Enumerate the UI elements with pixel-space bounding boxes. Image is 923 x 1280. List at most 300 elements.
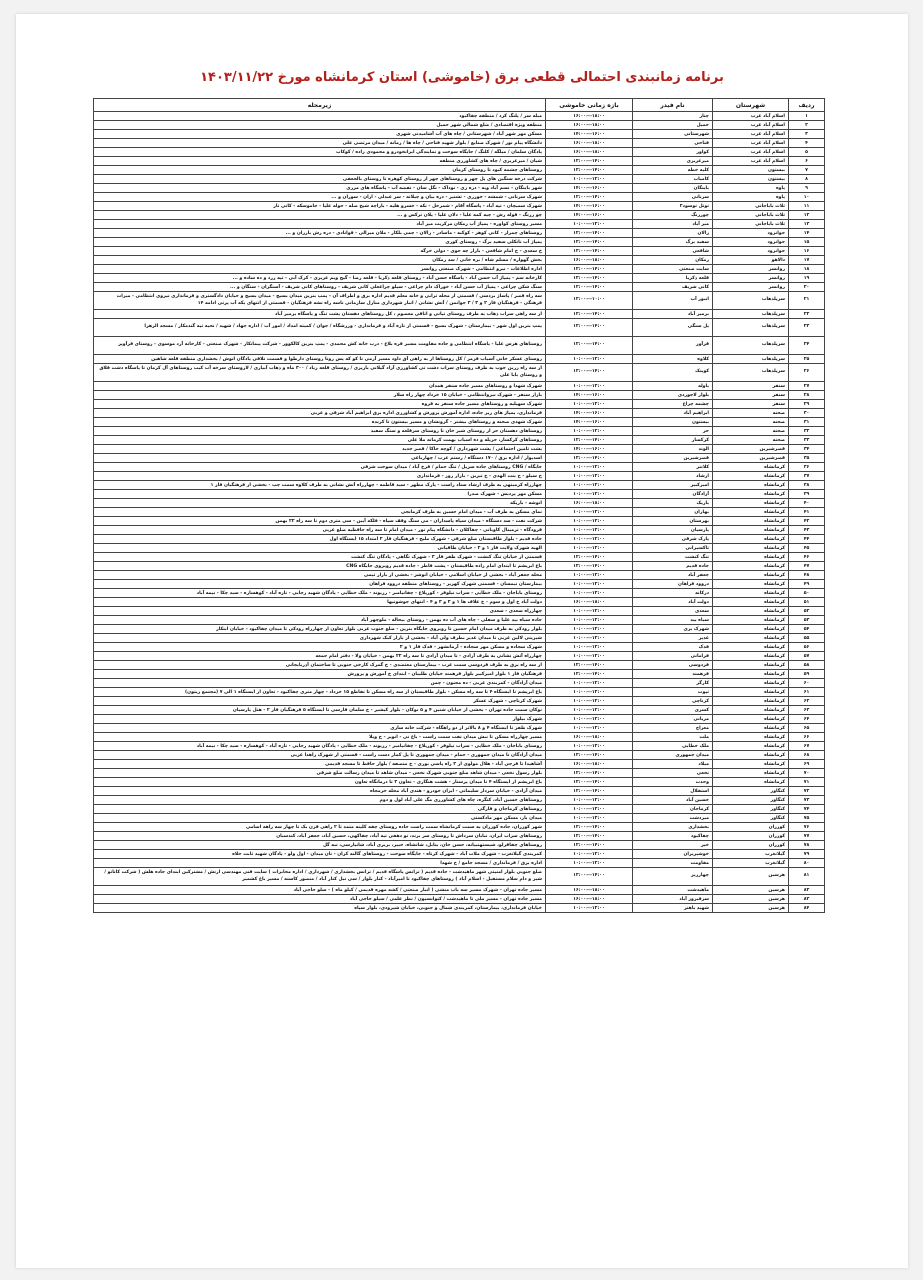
county-cell: کرمانشاه [713,616,789,625]
neighborhood-cell: شهرک سمیچان - تپه آباد - پاسگاه آقام - شمرخل - نکه - خسرو هلیه - بازاچه شیخ صله - حوله علیا - جاموسکه - کانی تار [94,202,546,211]
neighborhood-cell: آشاهیدا تا فرجی آباد - هلال مولوی از ۳ راه پاسی بوری - خ منصفه / بلوار حافظ تا مسجد قدیمی [94,760,546,769]
neighborhood-cell: شهرک سرنانی - شمشه - جوزری - تشتیر - دره بیان و چیلانه - سر عبدلی - ازان - سوران و ... [94,193,546,202]
header-row-number: ردیف [789,99,825,112]
row-number: ۵۷ [789,652,825,661]
time-window-cell: ۱۲:۰۰---۱۰:۰۰ [546,688,633,697]
neighborhood-cell: شهرک سجاده و مسکن مهر سجاده - آرمانشهر - فدک فاز ۱ و ۲ [94,643,546,652]
table-row [94,193,825,202]
feeder-cell: کامیاب [633,175,713,184]
feeder-cell: بلوار لاجوردی [633,391,713,400]
neighborhood-cell: روستاهای کرماجان و فارگی [94,805,546,814]
neighborhood-cell: چهارراه آتش نشانی به طرف آزادی - تا میدان آزادی تا سه راه ۲۲ بهمن - خیابان ولا - دفتر امام جمعه [94,652,546,661]
time-window-cell: ۱۲:۰۰---۱۰:۰۰ [546,535,633,544]
time-window-cell: ۱۴:۰۰---۱۲:۰۰ [546,553,633,562]
feeder-cell: تاکسیرانی [633,544,713,553]
table-row [94,436,825,445]
feeder-cell: پارسیان [633,526,713,535]
time-window-cell: ۱۴:۰۰---۱۲:۰۰ [546,166,633,175]
time-window-cell: ۱۲:۰۰---۱۰:۰۰ [546,805,633,814]
time-window-cell: ۱۴:۰۰---۱۲:۰۰ [546,841,633,850]
time-window-cell: ۱۲:۰۰---۱۰:۰۰ [546,220,633,229]
row-number: ۱۴ [789,229,825,238]
feeder-cell: بیستون [633,418,713,427]
neighborhood-cell: میدان بار، مسکن مهر مادکستی [94,814,546,823]
row-number: ۷۴ [789,805,825,814]
row-number: ۲۱ [789,292,825,310]
header-feeder: نام فیدر [633,99,713,112]
feeder-cell: کواور [633,148,713,157]
feeder-cell: دروود فراهان [633,580,713,589]
feeder-cell: باوله [633,382,713,391]
feeder-cell: سرنانی [633,193,713,202]
feeder-cell: باینگان [633,184,713,193]
feeder-cell: سفید برگ [633,238,713,247]
neighborhood-cell: قسمتی از خیابان تنگ کنشت - شهرک ظفر فاز ۳ - شهرک نگاهی - پادگان تنگ کنشت [94,553,546,562]
outage-schedule-table [93,98,825,913]
neighborhood-cell: روستاهای سراب ایران، نبابان سرداش تا روستای سر برند، نو دهفی تپه آباد، چقاکهی، حسین آباد، جعفر آباد، کندسبان [94,832,546,841]
row-number: ۶۵ [789,724,825,733]
neighborhood-cell: شهر کوزران، جاده کوزران به سمت کرمانشاه سمت راست جاده روستای چقه کلینه متمد تا ۲ راهی قرن بک تا چهار سه راهه اسامی [94,823,546,832]
neighborhood-cell: باغ ابریشم تا ایستگاه ۴ تا سه راه مسکن - بلوار طاقبستان از سه راه مسکن تا تقاطع ۱۵ خرداد - چهار متری چقاکبود - تعاون از ایستگاه ۱ الی ۷ (مجتمع زیتون) [94,688,546,697]
time-window-cell: ۱۲:۰۰---۱۰:۰۰ [546,697,633,706]
county-cell: کرمانشاه [713,742,789,751]
neighborhood-cell: کمربندی گیلانغرب - شهرک ملات آباد - شهرک کرتاه - جایگاه سوخت - روستاهای گالنه کران - نان میدان - اول ولو - پادگان شهید ثابت خلاه [94,850,546,859]
row-number: ۴۳ [789,526,825,535]
table-row [94,823,825,832]
row-number: ۵۶ [789,643,825,652]
county-cell: کرمانشاه [713,607,789,616]
table-row [94,886,825,895]
row-number: ۶۷ [789,742,825,751]
table-row [94,238,825,247]
county-cell: صحنه [713,436,789,445]
row-number: ۳۵ [789,454,825,463]
table-row [94,670,825,679]
feeder-cell: پل سنگی [633,319,713,337]
county-cell: اسلام آباد غرب [713,112,789,121]
neighborhood-cell: فرودگاه - ترمینال کاوبانی - چقاکلان - دانشگاه پیام نور - میدان امام تا سه راه حافظیه ضلع غربی [94,526,546,535]
time-window-cell: ۱۲:۰۰---۱۰:۰۰ [546,355,633,364]
table-row [94,184,825,193]
feeder-cell: درکانه [633,589,713,598]
table-row [94,526,825,535]
row-number: ۶۰ [789,679,825,688]
table-row [94,229,825,238]
row-number: ۶۱ [789,688,825,697]
neighborhood-cell: خ سعدی - خ امام شافعی - بازار چه جوی - دولی خرگه [94,247,546,256]
feeder-cell: دولت آباد [633,598,713,607]
row-number: ۸۰ [789,859,825,868]
county-cell: سرپلذهاب [713,355,789,364]
time-window-cell: ۱۴:۰۰---۱۲:۰۰ [546,319,633,337]
row-number: ۵۹ [789,670,825,679]
header-neighborhood: زیرمحله [94,99,546,112]
row-number: ۲۴ [789,337,825,355]
county-cell: کرمانشاه [713,679,789,688]
row-number: ۳۱ [789,418,825,427]
row-number: ۲۲ [789,310,825,319]
neighborhood-cell: مسکن مهر پردیس - شهرک صدرا [94,490,546,499]
neighborhood-cell: جایگاه / CNG روستاهای جاده سرپل / تنگ حمام / فرخ آباد / میدان سوخت شرقی [94,463,546,472]
table-row [94,112,825,121]
row-number: ۱۰ [789,193,825,202]
header-county: شهرستان [713,99,789,112]
neighborhood-cell: سنگ شکن چراغی - پمپاژ آب حسن آباد - خوراک دام چراغی - سیلو چراغعلی کانی شریف - روستاهای کانی شریف - آسنگران - سنگان و ... [94,283,546,292]
table-row [94,319,825,337]
county-cell: هرسین [713,886,789,895]
feeder-cell: ملت [633,733,713,742]
feeder-cell: کرناچی [633,697,713,706]
table-row [94,778,825,787]
neighborhood-cell: خیابان فرمانداری، بیمارستان، کمربندی شمال و جنوبی، خیابان شیرودی، بلوار سپاه [94,904,546,913]
row-number: ۲۸ [789,391,825,400]
county-cell: قصرشیرین [713,445,789,454]
feeder-cell: بهرستان [633,517,713,526]
feeder-cell: میدان جمهوری [633,751,713,760]
row-number: ۶۸ [789,751,825,760]
county-cell: کرمانشاه [713,688,789,697]
neighborhood-cell: مسیر چهارراه مسکن تا نبش میدان نفت سمت راست - باغ نی - انوبر - خ ویلا [94,733,546,742]
row-number: ۷۸ [789,841,825,850]
county-cell: بیستون [713,175,789,184]
table-row [94,589,825,598]
table-row [94,598,825,607]
county-cell: سنقر [713,400,789,409]
county-cell: کوزران [713,832,789,841]
row-number: ۵۴ [789,625,825,634]
county-cell: صحنه [713,418,789,427]
time-window-cell: ۱۴:۰۰---۱۲:۰۰ [546,832,633,841]
feeder-cell: چقاکبود [633,832,713,841]
table-row [94,391,825,400]
county-cell: کرمانشاه [713,706,789,715]
county-cell: اسلام آباد غرب [713,130,789,139]
table-row [94,427,825,436]
neighborhood-cell: پشت تامین اجتماعی / پشت شهرداری / کوچه خاکا / قصر جدید [94,445,546,454]
neighborhood-cell: پمپاژ آب نانکلی سفید برگ - روستای کوری [94,238,546,247]
feeder-cell: میلاد [633,760,713,769]
table-row [94,265,825,274]
table-row [94,508,825,517]
time-window-cell: ۱۴:۰۰---۱۲:۰۰ [546,823,633,832]
county-cell: پاوه [713,184,789,193]
feeder-cell: فدک [633,643,713,652]
time-window-cell: ۱۲:۰۰---۱۰:۰۰ [546,814,633,823]
row-number: ۶۲ [789,697,825,706]
feeder-cell: بخشداری [633,823,713,832]
table-row [94,733,825,742]
time-window-cell: ۱۶:۰۰---۱۴:۰۰ [546,418,633,427]
feeder-cell: سایت صنعتی [633,265,713,274]
row-number: ۴ [789,139,825,148]
neighborhood-cell: شهرک کرناچی - شهرک عسکر [94,697,546,706]
county-cell: کرمانشاه [713,661,789,670]
neighborhood-cell: از سه راه برق به طرف فردوسی سمت غرب - بیمارستان معتضدی - خ گمرک کارخی جنوبی تا ساختمان آذربایجانی [94,661,546,670]
feeder-cell: استقلال [633,787,713,796]
feeder-cell: شافعی [633,247,713,256]
row-number: ۵۸ [789,661,825,670]
feeder-cell: چورزنگ [633,211,713,220]
neighborhood-cell: شهرک شهدی صحنه و روستاهای بیشتر - گرونشان و مسیر بیستون تا کرنده [94,418,546,427]
feeder-cell: تنگ کنشت [633,553,713,562]
table-row [94,805,825,814]
feeder-cell: انبور آب [633,292,713,310]
row-number: ۴۹ [789,580,825,589]
table-row [94,337,825,355]
county-cell: کرمانشاه [713,697,789,706]
feeder-cell: شهید باهنر [633,904,713,913]
time-window-cell: ۱۲:۰۰---۱۰:۰۰ [546,742,633,751]
feeder-cell: امیرکبیر [633,481,713,490]
time-window-cell: ۱۲:۰۰---۱۰:۰۰ [546,634,633,643]
time-window-cell: ۱۲:۰۰---۱۰:۰۰ [546,715,633,724]
row-number: ۱۵ [789,238,825,247]
county-cell: ثلاث باباجانی [713,211,789,220]
time-window-cell: ۱۲:۰۰---۱۰:۰۰ [546,616,633,625]
county-cell: کرمانشاه [713,508,789,517]
feeder-cell: باریک [633,499,713,508]
neighborhood-cell: پادگان سلمان / میلگه / کلنگ / جایگاه سوخت و نمایندگی ایرانخودرو و محمودی زاده / کوکاب [94,148,546,157]
table-row [94,706,825,715]
county-cell: کرمانشاه [713,535,789,544]
table-row [94,553,825,562]
table-row [94,868,825,886]
row-number: ۳۰ [789,409,825,418]
time-window-cell: ۱۲:۰۰---۱۰:۰۰ [546,571,633,580]
county-cell: هرسین [713,895,789,904]
neighborhood-cell: دانشگاه پیام نور / شهرک صنایع / بلوار شهید فتاحی / چاه ها / زمانه / میدان مرتضی علی [94,139,546,148]
row-number: ۶۹ [789,760,825,769]
feeder-cell: نوتل نوسود۲ [633,202,713,211]
neighborhood-cell: شهرک ظفر تا ایستگاه ۴ و ۸ بالاتر از دو راهگاه - شرکت خانه سازی [94,724,546,733]
time-window-cell: ۱۴:۰۰---۱۲:۰۰ [546,157,633,166]
row-number: ۴۶ [789,553,825,562]
time-window-cell: ۱۸:۰۰---۱۶:۰۰ [546,598,633,607]
neighborhood-cell: روستاهای هرس علیا - پاسگاه انتظامی و جاده مقاومت مسیر قره بلاغ - درب خانه کش محمدی - پمپ بنزین کالکوور - شرکت پیمانکار - شهرک صنعتی - کارخانه آرد موسوی - روستای قرآویز [94,337,546,355]
table-row [94,499,825,508]
table-row [94,517,825,526]
county-cell: روانسر [713,283,789,292]
time-window-cell: ۱۲:۰۰---۱۰:۰۰ [546,652,633,661]
county-cell: کرمانشاه [713,652,789,661]
time-window-cell: ۱۸:۰۰---۱۶:۰۰ [546,256,633,265]
neighborhood-cell: میدان آزادگان - کمربندی غربی - ده مجنون - چمن [94,679,546,688]
time-window-cell: ۱۴:۰۰---۱۲:۰۰ [546,670,633,679]
neighborhood-cell: مسیر روستای کواوره - پمپاژ آب زمکان مرکزیت میر آباد [94,220,546,229]
county-cell: سرپلذهاب [713,337,789,355]
time-window-cell: ۱۴:۰۰---۱۲:۰۰ [546,283,633,292]
time-window-cell: ۱۲:۰۰---۱۰:۰۰ [546,706,633,715]
table-row [94,463,825,472]
table-row [94,715,825,724]
feeder-cell: فتاحی [633,139,713,148]
row-number: ۷۱ [789,778,825,787]
neighborhood-cell: دولت آباد خ اول و سوم - خ علاف ها ۱ و ۲ و ۳ و ۴ - انتهای جوشونیها [94,598,546,607]
feeder-cell: قلعه ذکریا [633,274,713,283]
row-number: ۲ [789,121,825,130]
feeder-cell: جعفر آباد [633,571,713,580]
table-row [94,121,825,130]
county-cell: اسلام آباد غرب [713,121,789,130]
table-row [94,607,825,616]
time-window-cell: ۱۲:۰۰---۱۰:۰۰ [546,859,633,868]
county-cell: کنگاور [713,805,789,814]
feeder-cell: کلانتر [633,463,713,472]
feeder-cell: شهرک بری [633,625,713,634]
county-cell: کرمانشاه [713,571,789,580]
feeder-cell: نخعی [633,769,713,778]
time-window-cell: ۱۲:۰۰---۱۰:۰۰ [546,472,633,481]
table-row [94,544,825,553]
feeder-cell: مقاومت [633,859,713,868]
time-window-cell: ۱۴:۰۰---۱۲:۰۰ [546,238,633,247]
row-number: ۷۷ [789,832,825,841]
neighborhood-cell: چهارراه سعدی - سعدی [94,607,546,616]
table-row [94,841,825,850]
time-window-cell: ۱۶:۰۰---۱۴:۰۰ [546,445,633,454]
time-window-cell: ۱۲:۰۰---۱۰:۰۰ [546,400,633,409]
neighborhood-cell: میله سر / پلنگ کرد / منطقه چقاکبود [94,112,546,121]
feeder-cell: کانی شریف [633,283,713,292]
county-cell: دالاهو [713,256,789,265]
time-window-cell: ۱۴:۰۰---۱۲:۰۰ [546,868,633,886]
feeder-cell: کوینک [633,364,713,382]
feeder-cell: زالان [633,229,713,238]
feeder-cell: وحدت [633,778,713,787]
feeder-cell: غدیر [633,634,713,643]
time-window-cell: ۱۶:۰۰---۱۴:۰۰ [546,211,633,220]
feeder-cell: کرماجان [633,805,713,814]
neighborhood-cell: محله جعفر آباد - بخشی از خیابان اسلامی - خیابان انوشر - بخشی از بازار تیمی [94,571,546,580]
county-cell: کنگاور [713,814,789,823]
feeder-cell: معراج [633,724,713,733]
table-row [94,814,825,823]
feeder-cell: بزمیر آباد [633,310,713,319]
table-row [94,679,825,688]
neighborhood-cell: پمپ بنزین اول شهر - بیمارستان - شهرک بسیج - قسمتی از تازه آباد و فرمانداری - ورزشگاه / جوان / کمیته امداد / امور آب / اداره جهاد / شهید / نحیه تپه گندمکار / مسجد الزهرا [94,319,546,337]
county-cell: گیلانغرب [713,850,789,859]
county-cell: کرمانشاه [713,463,789,472]
time-window-cell: ۱۸:۰۰---۱۶:۰۰ [546,760,633,769]
county-cell: کرمانشاه [713,760,789,769]
county-cell: هرسین [713,904,789,913]
county-cell: کنگاور [713,787,789,796]
neighborhood-cell: روستاهای چقاقزلو، شیستهنبیانه، حسن خان، بنابل، شانشاه، خیبر، بربری آباد، شانپارسی، نبه گل [94,841,546,850]
neighborhood-cell: شیرینی لالین غربی تا میدان غدیر بطرف ولی آباد - بخشی از بازار کبک شهرداری [94,634,546,643]
row-number: ۸۴ [789,904,825,913]
feeder-cell: کسری [633,706,713,715]
table-row [94,274,825,283]
table-row [94,382,825,391]
county-cell: کرمانشاه [713,526,789,535]
county-cell: کرمانشاه [713,751,789,760]
feeder-cell: چهارزبر [633,868,713,886]
county-cell: سرپلذهاب [713,319,789,337]
table-row [94,895,825,904]
county-cell: اسلام آباد غرب [713,157,789,166]
neighborhood-cell: ضلع جنوبی بلوار امنیتی شهر ماهیدشت - جاده قدیم ( ترانس پاسگاه قدیم / ترانس بخشداری / شهرداری / اداره مخابرات ) سایت فنی مهندسی ارتش / مشترکین ابتدای جاده هلش ( شرکت کاناتو / شیر و دام سلام مستقبل - اسلام آباد ) روستاهای چقاکبود تا امیرآباد - کنار بلوار / سی نبل کنار آباد / منصور کاسته / مسیر باغ کشمیر [94,868,546,886]
time-window-cell: ۱۲:۰۰---۱۰:۰۰ [546,580,633,589]
time-window-cell: ۱۲:۰۰---۱۰:۰۰ [546,607,633,616]
feeder-cell: کرکسار [633,436,713,445]
neighborhood-cell: از سه راهی سراب ذهاب به طرف روستای تپانی و اتاقی معصوم ، کل روستاهای دهستان پشت تنگ و پاسگاه بزمیر آباد [94,310,546,319]
table-row [94,625,825,634]
neighborhood-cell: شیان / میرعزیزی / چاه های کشاورزی منطقه [94,157,546,166]
table-row [94,472,825,481]
time-window-cell: ۱۴:۰۰---۱۲:۰۰ [546,769,633,778]
time-window-cell: ۱۲:۰۰---۱۰:۰۰ [546,526,633,535]
table-row [94,832,825,841]
table-row [94,616,825,625]
row-number: ۴۷ [789,562,825,571]
neighborhood-cell: میدان آزادگان تا میدان جمهوری - حمام - میدان جمهوری تا پل کمار دست راست - قسمتی از شهرک زاهدا غربی [94,751,546,760]
neighborhood-cell: روستاهای دهستان حر از روستای شیر خان تا روستای سرقلعه و سنگ سفید [94,427,546,436]
row-number: ۷۵ [789,814,825,823]
neighborhood-cell: میدان آزادی - خیابان سردار سلیمانی - ایران خودرو - هندی آباد محله خرمجاه [94,787,546,796]
feeder-cell: کلیه خطه [633,166,713,175]
time-window-cell: ۱۲:۰۰---۱۰:۰۰ [546,904,633,913]
county-cell: کرمانشاه [713,724,789,733]
row-number: ۸۱ [789,868,825,886]
table-row [94,562,825,571]
time-window-cell: ۱۸:۰۰---۱۶:۰۰ [546,733,633,742]
time-window-cell: ۱۲:۰۰---۱۰:۰۰ [546,175,633,184]
table-row [94,247,825,256]
county-cell: کرمانشاه [713,589,789,598]
neighborhood-cell: مسیر جاده تهران - مسیر ملی تا ماهیدشت / کنوانسیون / نظر علمی / سیلو حاجی آباد [94,895,546,904]
county-cell: کرمانشاه [713,490,789,499]
row-number: ۸ [789,175,825,184]
time-window-cell: ۱۲:۰۰---۱۰:۰۰ [546,643,633,652]
row-number: ۷۹ [789,850,825,859]
row-number: ۳۹ [789,490,825,499]
feeder-cell: حر [633,427,713,436]
neighborhood-cell: شرکت درجه سنگین های پل چهر و روستاهای چهر از روستای کوهره تا روستای بالجعفی [94,175,546,184]
table-row [94,724,825,733]
row-number: ۶۳ [789,706,825,715]
row-number: ۶۶ [789,733,825,742]
feeder-cell: خسین آباد [633,796,713,805]
county-cell: گیلانغرب [713,859,789,868]
county-cell: جوانرود [713,247,789,256]
feeder-cell: سرفیروز آباد [633,895,713,904]
county-cell: سنقر [713,391,789,400]
county-cell: ثلاث باباجانی [713,220,789,229]
feeder-cell: الوند [633,445,713,454]
row-number: ۸۳ [789,895,825,904]
time-window-cell: ۱۴:۰۰---۱۲:۰۰ [546,661,633,670]
row-number: ۵۲ [789,607,825,616]
row-number: ۲۹ [789,400,825,409]
table-row [94,355,825,364]
table-row [94,418,825,427]
table-row [94,742,825,751]
time-window-cell: ۱۲:۰۰---۱۰:۰۰ [546,427,633,436]
table-row [94,310,825,319]
row-number: ۳ [789,130,825,139]
neighborhood-cell: سه راه قصر / پاساژ بردسی / قسمتی از محله ترابی و خانه معلم قدیم اداره برق و اطراف آن - پمپ بنزین میدان بسیج - میدان بسیج و خیابان دادگستری و فرمانداری نیروی انتظامی - میراث فرهنگی - فرهنگیان فاز ۲ و ۳ / ۳ جوانمن / آتش نشانی / انبار شهرداری منازل سازمانی ناسه راه نشه فرهنگیان - قسمتی از انتهای یکه آب پرتی ادامه ۱۴ [94,292,546,310]
county-cell: کرمانشاه [713,769,789,778]
county-cell: اسلام آباد غرب [713,148,789,157]
feeder-cell: فرهمند [633,670,713,679]
row-number: ۶ [789,157,825,166]
neighborhood-cell: شهرک سهیلیه و روستاهای مسیر جاده سنقر به فروه [94,400,546,409]
table-row [94,751,825,760]
feeder-cell: قصرشیرین [633,454,713,463]
county-cell: کوزران [713,841,789,850]
neighborhood-cell: اسدیوار / اداره برق / ۱۷۰ دستگاه / رستم عرب / چهارباغی [94,454,546,463]
row-number: ۳۴ [789,445,825,454]
